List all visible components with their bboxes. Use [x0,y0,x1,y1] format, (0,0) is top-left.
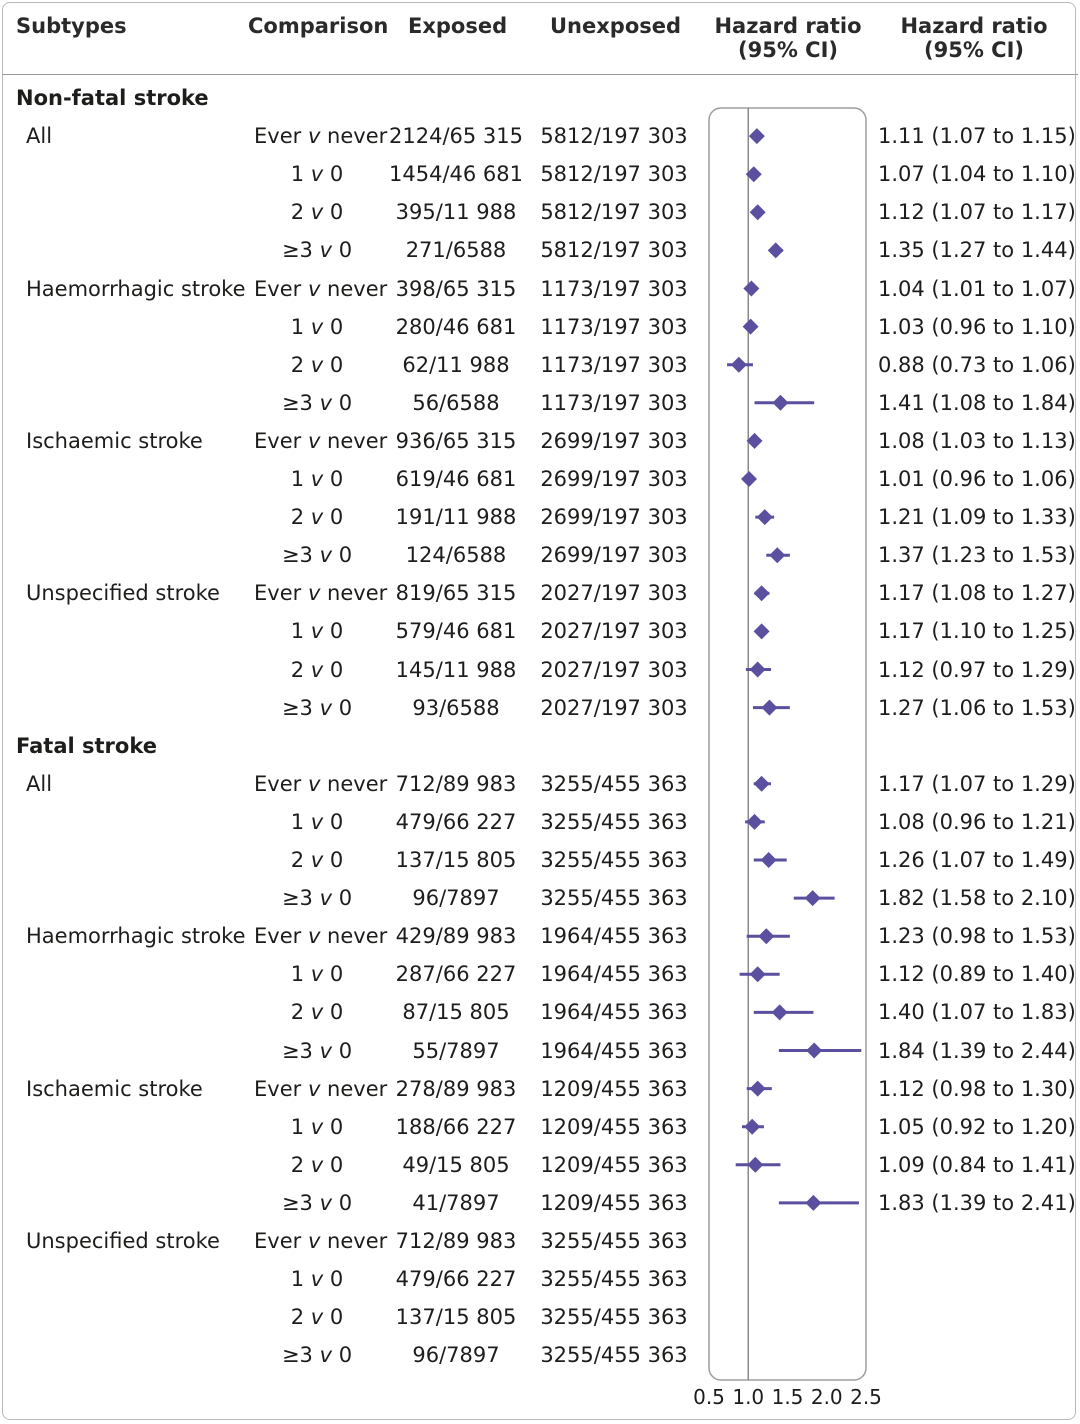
exposed-cell: 56/6588 [412,390,500,415]
hr-text-cell: 1.01 (0.96 to 1.06) [878,467,1076,491]
exposed-cell: 712/89 983 [395,771,517,796]
exposed-cell: 137/15 805 [395,1305,517,1330]
hr-marker [754,623,770,639]
comparison-cell: 2 v 0 [290,848,344,872]
hr-marker [749,128,765,144]
hr-marker [741,471,757,487]
hr-text-cell: 1.08 (1.03 to 1.13) [878,428,1076,453]
exposed-cell: 398/65 315 [395,276,517,301]
header-hr-text-line2: (95% CI) [924,38,1024,62]
exposed-cell: 2124/65 315 [389,124,523,149]
unexposed-cell: 1964/455 363 [540,1038,688,1063]
comparison-cell: 2 v 0 [290,200,344,225]
hr-text-cell: 1.84 (1.39 to 2.44) [878,1038,1076,1063]
unexposed-cell: 3255/455 363 [540,886,688,911]
exposed-cell: 41/7897 [412,1190,500,1215]
comparison-cell: ≥3 v 0 [281,1038,353,1063]
hr-marker [806,1043,822,1059]
hr-marker [769,547,785,563]
comparison-cell: ≥3 v 0 [281,1190,353,1215]
hr-marker [754,776,770,792]
hr-text-cell: 1.03 (0.96 to 1.10) [878,314,1076,339]
unexposed-cell: 1173/197 303 [540,352,688,377]
comparison-cell: Ever v never [254,1076,388,1101]
hr-marker [761,700,777,716]
unexposed-cell: 2027/197 303 [540,657,688,682]
hr-text-cell: 1.26 (1.07 to 1.49) [878,848,1076,872]
hr-marker [754,585,770,601]
x-tick-label: 1.5 [771,1385,804,1409]
hr-marker [743,281,759,297]
unexposed-cell: 2699/197 303 [540,543,688,568]
comparison-cell: 2 v 0 [290,1305,344,1330]
hr-marker [772,1004,788,1020]
unexposed-cell: 5812/197 303 [540,200,688,225]
exposed-cell: 62/11 988 [402,352,510,377]
header-hr-plot-line1: Hazard ratio [714,14,862,38]
comparison-cell: 1 v 0 [290,1267,344,1292]
hr-text-cell: 1.04 (1.01 to 1.07) [878,276,1076,301]
unexposed-cell: 3255/455 363 [540,809,688,834]
x-tick-label: 2.0 [810,1385,843,1409]
exposed-cell: 191/11 988 [395,505,517,530]
exposed-cell: 271/6588 [405,238,507,263]
exposed-cell: 479/66 227 [395,809,517,834]
exposed-cell: 429/89 983 [395,924,517,949]
subtype-label: Unspecified stroke [26,1229,220,1253]
unexposed-cell: 2699/197 303 [540,467,688,491]
comparison-cell: ≥3 v 0 [281,886,353,911]
hr-text-cell: 1.07 (1.04 to 1.10) [878,162,1076,187]
hr-marker [758,928,774,944]
exposed-cell: 93/6588 [412,695,500,720]
hr-text-cell: 1.37 (1.23 to 1.53) [878,543,1076,568]
plot-frame [709,108,866,1380]
exposed-cell: 145/11 988 [395,657,517,682]
unexposed-cell: 3255/455 363 [540,1229,688,1253]
header-hr-plot-line2: (95% CI) [738,38,838,62]
comparison-cell: ≥3 v 0 [281,695,353,720]
hr-marker [750,204,766,220]
hr-text-cell: 1.40 (1.07 to 1.83) [878,1000,1076,1025]
subtype-label: Ischaemic stroke [26,428,203,453]
hr-text-cell: 1.12 (0.97 to 1.29) [878,657,1076,682]
subtype-label: Haemorrhagic stroke [26,924,246,949]
exposed-cell: 619/46 681 [395,467,517,491]
unexposed-cell: 3255/455 363 [540,1343,688,1368]
comparison-cell: 1 v 0 [290,314,344,339]
exposed-cell: 96/7897 [412,1343,500,1368]
unexposed-cell: 1964/455 363 [540,924,688,949]
unexposed-cell: 1964/455 363 [540,1000,688,1025]
unexposed-cell: 3255/455 363 [540,1267,688,1292]
comparison-cell: 2 v 0 [290,352,344,377]
header-comparison: Comparison [248,14,389,38]
hr-marker [757,509,773,525]
subtype-label: All [26,771,53,796]
comparison-cell: 1 v 0 [290,467,344,491]
unexposed-cell: 5812/197 303 [540,124,688,149]
unexposed-cell: 1209/455 363 [540,1114,688,1139]
exposed-cell: 280/46 681 [395,314,517,339]
exposed-cell: 55/7897 [412,1038,500,1063]
unexposed-cell: 1173/197 303 [540,276,688,301]
hr-marker [750,1081,766,1097]
unexposed-cell: 3255/455 363 [540,848,688,872]
unexposed-cell: 1964/455 363 [540,962,688,987]
hr-marker [747,1157,763,1173]
comparison-cell: 1 v 0 [290,809,344,834]
hr-text-cell: 1.11 (1.07 to 1.15) [878,124,1076,149]
hr-text-cell: 1.17 (1.10 to 1.25) [878,619,1076,644]
subtype-label: Haemorrhagic stroke [26,276,246,301]
comparison-cell: Ever v never [254,924,388,949]
exposed-cell: 188/66 227 [395,1114,517,1139]
hr-marker [772,395,788,411]
unexposed-cell: 2699/197 303 [540,428,688,453]
hr-text-cell: 1.12 (1.07 to 1.17) [878,200,1076,225]
hr-text-cell: 1.35 (1.27 to 1.44) [878,238,1076,263]
comparison-cell: Ever v never [254,124,388,149]
header-hr-text-line1: Hazard ratio [900,14,1048,38]
unexposed-cell: 3255/455 363 [540,1305,688,1330]
unexposed-cell: 2027/197 303 [540,581,688,606]
unexposed-cell: 1209/455 363 [540,1076,688,1101]
comparison-cell: ≥3 v 0 [281,390,353,415]
comparison-cell: Ever v never [254,1229,388,1253]
exposed-cell: 278/89 983 [395,1076,517,1101]
hr-text-cell: 1.17 (1.08 to 1.27) [878,581,1076,606]
comparison-cell: 2 v 0 [290,1152,344,1177]
subtype-label: Unspecified stroke [26,581,220,606]
hr-text-cell: 1.08 (0.96 to 1.21) [878,809,1076,834]
exposed-cell: 712/89 983 [395,1229,517,1253]
hr-marker [750,662,766,678]
hr-text-cell: 1.27 (1.06 to 1.53) [878,695,1076,720]
exposed-cell: 1454/46 681 [389,162,523,187]
exposed-cell: 96/7897 [412,886,500,911]
hr-text-cell: 1.41 (1.08 to 1.84) [878,390,1076,415]
unexposed-cell: 2027/197 303 [540,695,688,720]
comparison-cell: Ever v never [254,428,388,453]
hr-text-cell: 1.12 (0.89 to 1.40) [878,962,1076,987]
unexposed-cell: 1173/197 303 [540,390,688,415]
subtype-label: Ischaemic stroke [26,1076,203,1101]
x-tick-label: 2.5 [850,1385,882,1409]
hr-text-cell: 1.12 (0.98 to 1.30) [878,1076,1076,1101]
unexposed-cell: 3255/455 363 [540,771,688,796]
unexposed-cell: 2027/197 303 [540,619,688,644]
comparison-cell: ≥3 v 0 [281,543,353,568]
hr-marker [743,319,759,335]
comparison-cell: 1 v 0 [290,619,344,644]
comparison-cell: 1 v 0 [290,962,344,987]
comparison-cell: Ever v never [254,581,388,606]
hr-text-cell: 1.17 (1.07 to 1.29) [878,771,1076,796]
exposed-cell: 395/11 988 [395,200,517,225]
hr-marker [761,852,777,868]
hr-text-cell: 1.83 (1.39 to 2.41) [878,1190,1076,1215]
header-subtypes: Subtypes [16,14,127,38]
unexposed-cell: 2699/197 303 [540,505,688,530]
comparison-cell: 2 v 0 [290,1000,344,1025]
hr-text-cell: 1.21 (1.09 to 1.33) [878,505,1076,530]
header-unexposed: Unexposed [550,14,682,38]
comparison-cell: 1 v 0 [290,1114,344,1139]
unexposed-cell: 1173/197 303 [540,314,688,339]
subtype-label: All [26,124,53,149]
hr-marker [805,890,821,906]
x-tick-label: 0.5 [693,1385,725,1409]
unexposed-cell: 1209/455 363 [540,1152,688,1177]
hr-marker [768,242,784,258]
comparison-cell: ≥3 v 0 [281,238,353,263]
exposed-cell: 124/6588 [405,543,507,568]
exposed-cell: 137/15 805 [395,848,517,872]
comparison-cell: Ever v never [254,276,388,301]
exposed-cell: 579/46 681 [395,619,517,644]
section-title: Fatal stroke [16,733,157,758]
hr-text-cell: 0.88 (0.73 to 1.06) [878,352,1076,377]
hr-marker [805,1195,821,1211]
hr-marker [744,1119,760,1135]
exposed-cell: 479/66 227 [395,1267,517,1292]
exposed-cell: 87/15 805 [402,1000,510,1025]
comparison-cell: 2 v 0 [290,505,344,530]
hr-text-cell: 1.05 (0.92 to 1.20) [878,1114,1076,1139]
exposed-cell: 49/15 805 [402,1152,510,1177]
comparison-cell: ≥3 v 0 [281,1343,353,1368]
section-title: Non-fatal stroke [16,86,209,110]
comparison-cell: 2 v 0 [290,657,344,682]
comparison-cell: 1 v 0 [290,162,344,187]
exposed-cell: 936/65 315 [395,428,517,453]
exposed-cell: 287/66 227 [395,962,517,987]
unexposed-cell: 5812/197 303 [540,162,688,187]
hr-text-cell: 1.82 (1.58 to 2.10) [878,886,1076,911]
unexposed-cell: 5812/197 303 [540,238,688,263]
unexposed-cell: 1209/455 363 [540,1190,688,1215]
comparison-cell: Ever v never [254,771,388,796]
exposed-cell: 819/65 315 [395,581,517,606]
hr-text-cell: 1.09 (0.84 to 1.41) [878,1152,1076,1177]
header-exposed: Exposed [408,14,508,38]
hr-marker [750,966,766,982]
hr-marker [731,357,747,373]
x-tick-label: 1.0 [732,1385,765,1409]
hr-text-cell: 1.23 (0.98 to 1.53) [878,924,1076,949]
